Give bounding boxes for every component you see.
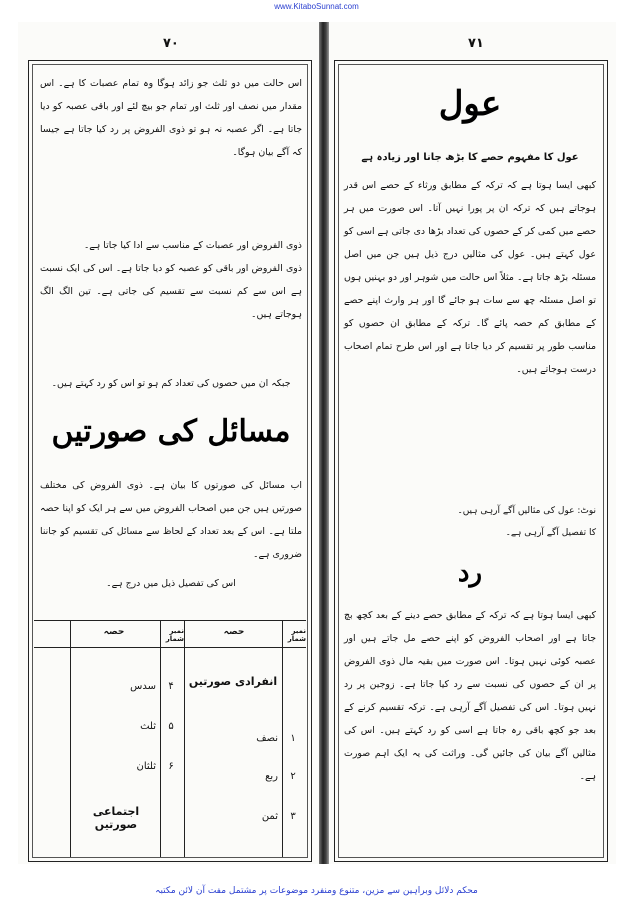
right-paragraph-1: کبھی ایسا ہوتا ہے کہ ترکہ کے مطابق ورثاء کے حصے اس قدر ہوجاتے ہیں کہ ترکہ ان پر پورا نہیں آتا۔ اس صورت میں ہر حصے میں کمی کر کے حصوں کی تعداد بڑھا دی جاتی ہے اسی کو عول کہتے ہیں۔ عول کی مثالیں درج ذیل ہیں جن میں اصل مسئلہ بڑھ جاتا ہے۔ مثلاً اس حالت میں شوہر اور دو بہنیں ہوں تو اصل مسئلہ چھ سے سات ہو جائے گا اور ہر وارث اپنے حصے کے مطابق کم حصہ پائے گا۔ ترکہ کے مطابق ان حصوں کو مناسب طور پر تقسیم کر دیا جاتا ہے اور اس طرح تمام اصحاب درست ہوجاتے ہیں۔	[344, 180, 596, 375]
radd-heading: رد	[457, 558, 483, 588]
table-row-share: ثمن	[261, 811, 278, 822]
table-header-num-right: نمبر شمار	[287, 627, 306, 643]
right-page	[328, 22, 616, 864]
scanned-book-spread	[18, 22, 616, 864]
table-group-heading-collective: اجتماعی صورتیں	[92, 805, 140, 831]
table-divider	[184, 621, 185, 857]
footer-note: محکم دلائل وبراہین سے مزین، متنوع ومنفرد موضوعات پر مشتمل مفت آن لائن مکتبہ	[155, 886, 478, 896]
table-row-num: ۵	[168, 721, 174, 732]
left-paragraph-6: اس کی تفصیل ذیل میں درج ہے۔	[106, 578, 236, 589]
shares-table	[34, 620, 306, 857]
left-paragraph-4: جبکہ ان میں حصوں کی تعداد کم ہو تو اس کو رد کہتے ہیں۔	[51, 378, 291, 389]
table-row-num: ۱	[290, 733, 296, 744]
masail-heading: مسائل کی صورتیں	[51, 414, 291, 449]
right-page-number: ۷۱	[468, 36, 484, 51]
left-paragraph-1: اس حالت میں دو ثلث جو زائد ہوگا وہ تمام عصبات کا ہے۔ اس مقدار میں نصف اور ثلث اور تمام جو بیچ لئے اور باقی عصبہ کو دیا جاتا ہے۔ اگر عصبہ نہ ہو تو ذوی الفروض پر رد کیا جاتا ہے جیسا کہ آگے بیان ہوگا۔	[40, 78, 302, 158]
table-divider	[160, 621, 161, 857]
table-row-num: ۳	[290, 811, 296, 822]
table-header-share-left: حصہ	[103, 627, 125, 637]
right-paragraph-2: کبھی ایسا ہوتا ہے کہ ترکہ کے مطابق حصے دینے کے بعد کچھ بچ جاتا ہے اور اصحاب الفروض کو اپنے حصے مل جاتے ہیں اور عصبہ کوئی نہیں ہوتا۔ اس صورت میں بقیہ مال ذوی الفروض پر ان کے حصوں کی نسبت سے رد کیا جاتا ہے۔ زوجین پر رد نہیں ہوتا۔ اس کی تفصیل آگے آرہی ہے۔ ترکہ تقسیم کرنے کے بعد جو کچھ باقی رہ جاتا ہے اسی کو رد کہتے ہیں۔ اس کی مثالیں آگے بیان کی جائیں گی۔ وراثت کی یہ ایک اہم صورت ہے۔	[344, 610, 596, 782]
left-paragraph-3: ذوی الفروض اور باقی کو عصبہ کو دیا جاتا ہے۔ اس کی ایک نسبت ہے اس سے کم نسبت سے تقسیم کی جاتی ہے۔ تین الگ الگ ہوجاتے ہیں۔	[40, 263, 302, 320]
table-header-rule	[34, 647, 306, 648]
left-page-number: ۷۰	[163, 36, 179, 51]
table-row-share: ربع	[265, 771, 278, 782]
table-row-share: ثلثان	[136, 761, 156, 772]
table-row-num: ۲	[290, 771, 296, 782]
site-url[interactable]: www.KitaboSunnat.com	[274, 2, 359, 11]
left-page	[18, 22, 322, 864]
table-divider	[282, 621, 283, 857]
right-footnote-1: نوٹ: عول کی مثالیں آگے آرہی ہیں۔	[457, 506, 596, 516]
table-row-share: نصف	[256, 733, 278, 744]
table-group-heading-individual: انفرادی صورتیں	[188, 675, 278, 688]
table-row-num: ۴	[168, 681, 174, 692]
table-row-share: سدس	[130, 681, 156, 692]
aul-subheading: عول کا مفہوم حصے کا بڑھ جانا اور زیادہ ہے	[361, 152, 579, 163]
aul-heading: عول	[438, 84, 502, 124]
table-header-num-left: نمبر شمار	[165, 627, 184, 643]
right-footnote-2: کا تفصیل آگے آرہی ہے۔	[505, 528, 596, 538]
left-paragraph-2: ذوی الفروض اور عصبات کے مناسب سے ادا کیا جاتا ہے۔	[83, 240, 302, 251]
table-divider	[70, 621, 71, 857]
left-paragraph-5: اب مسائل کی صورتوں کا بیان ہے۔ ذوی الفروض کی مختلف صورتیں ہیں جن میں اصحاب الفروض میں سے ہر ایک کو اپنا حصہ ملتا ہے۔ اس کے بعد تعداد کے لحاظ سے مسائل کی تقسیم کو جاننا ضروری ہے۔	[40, 480, 302, 560]
table-row-num: ۶	[168, 761, 174, 772]
table-row-share: ثلث	[140, 721, 156, 732]
table-header-share-right: حصہ	[223, 627, 245, 637]
